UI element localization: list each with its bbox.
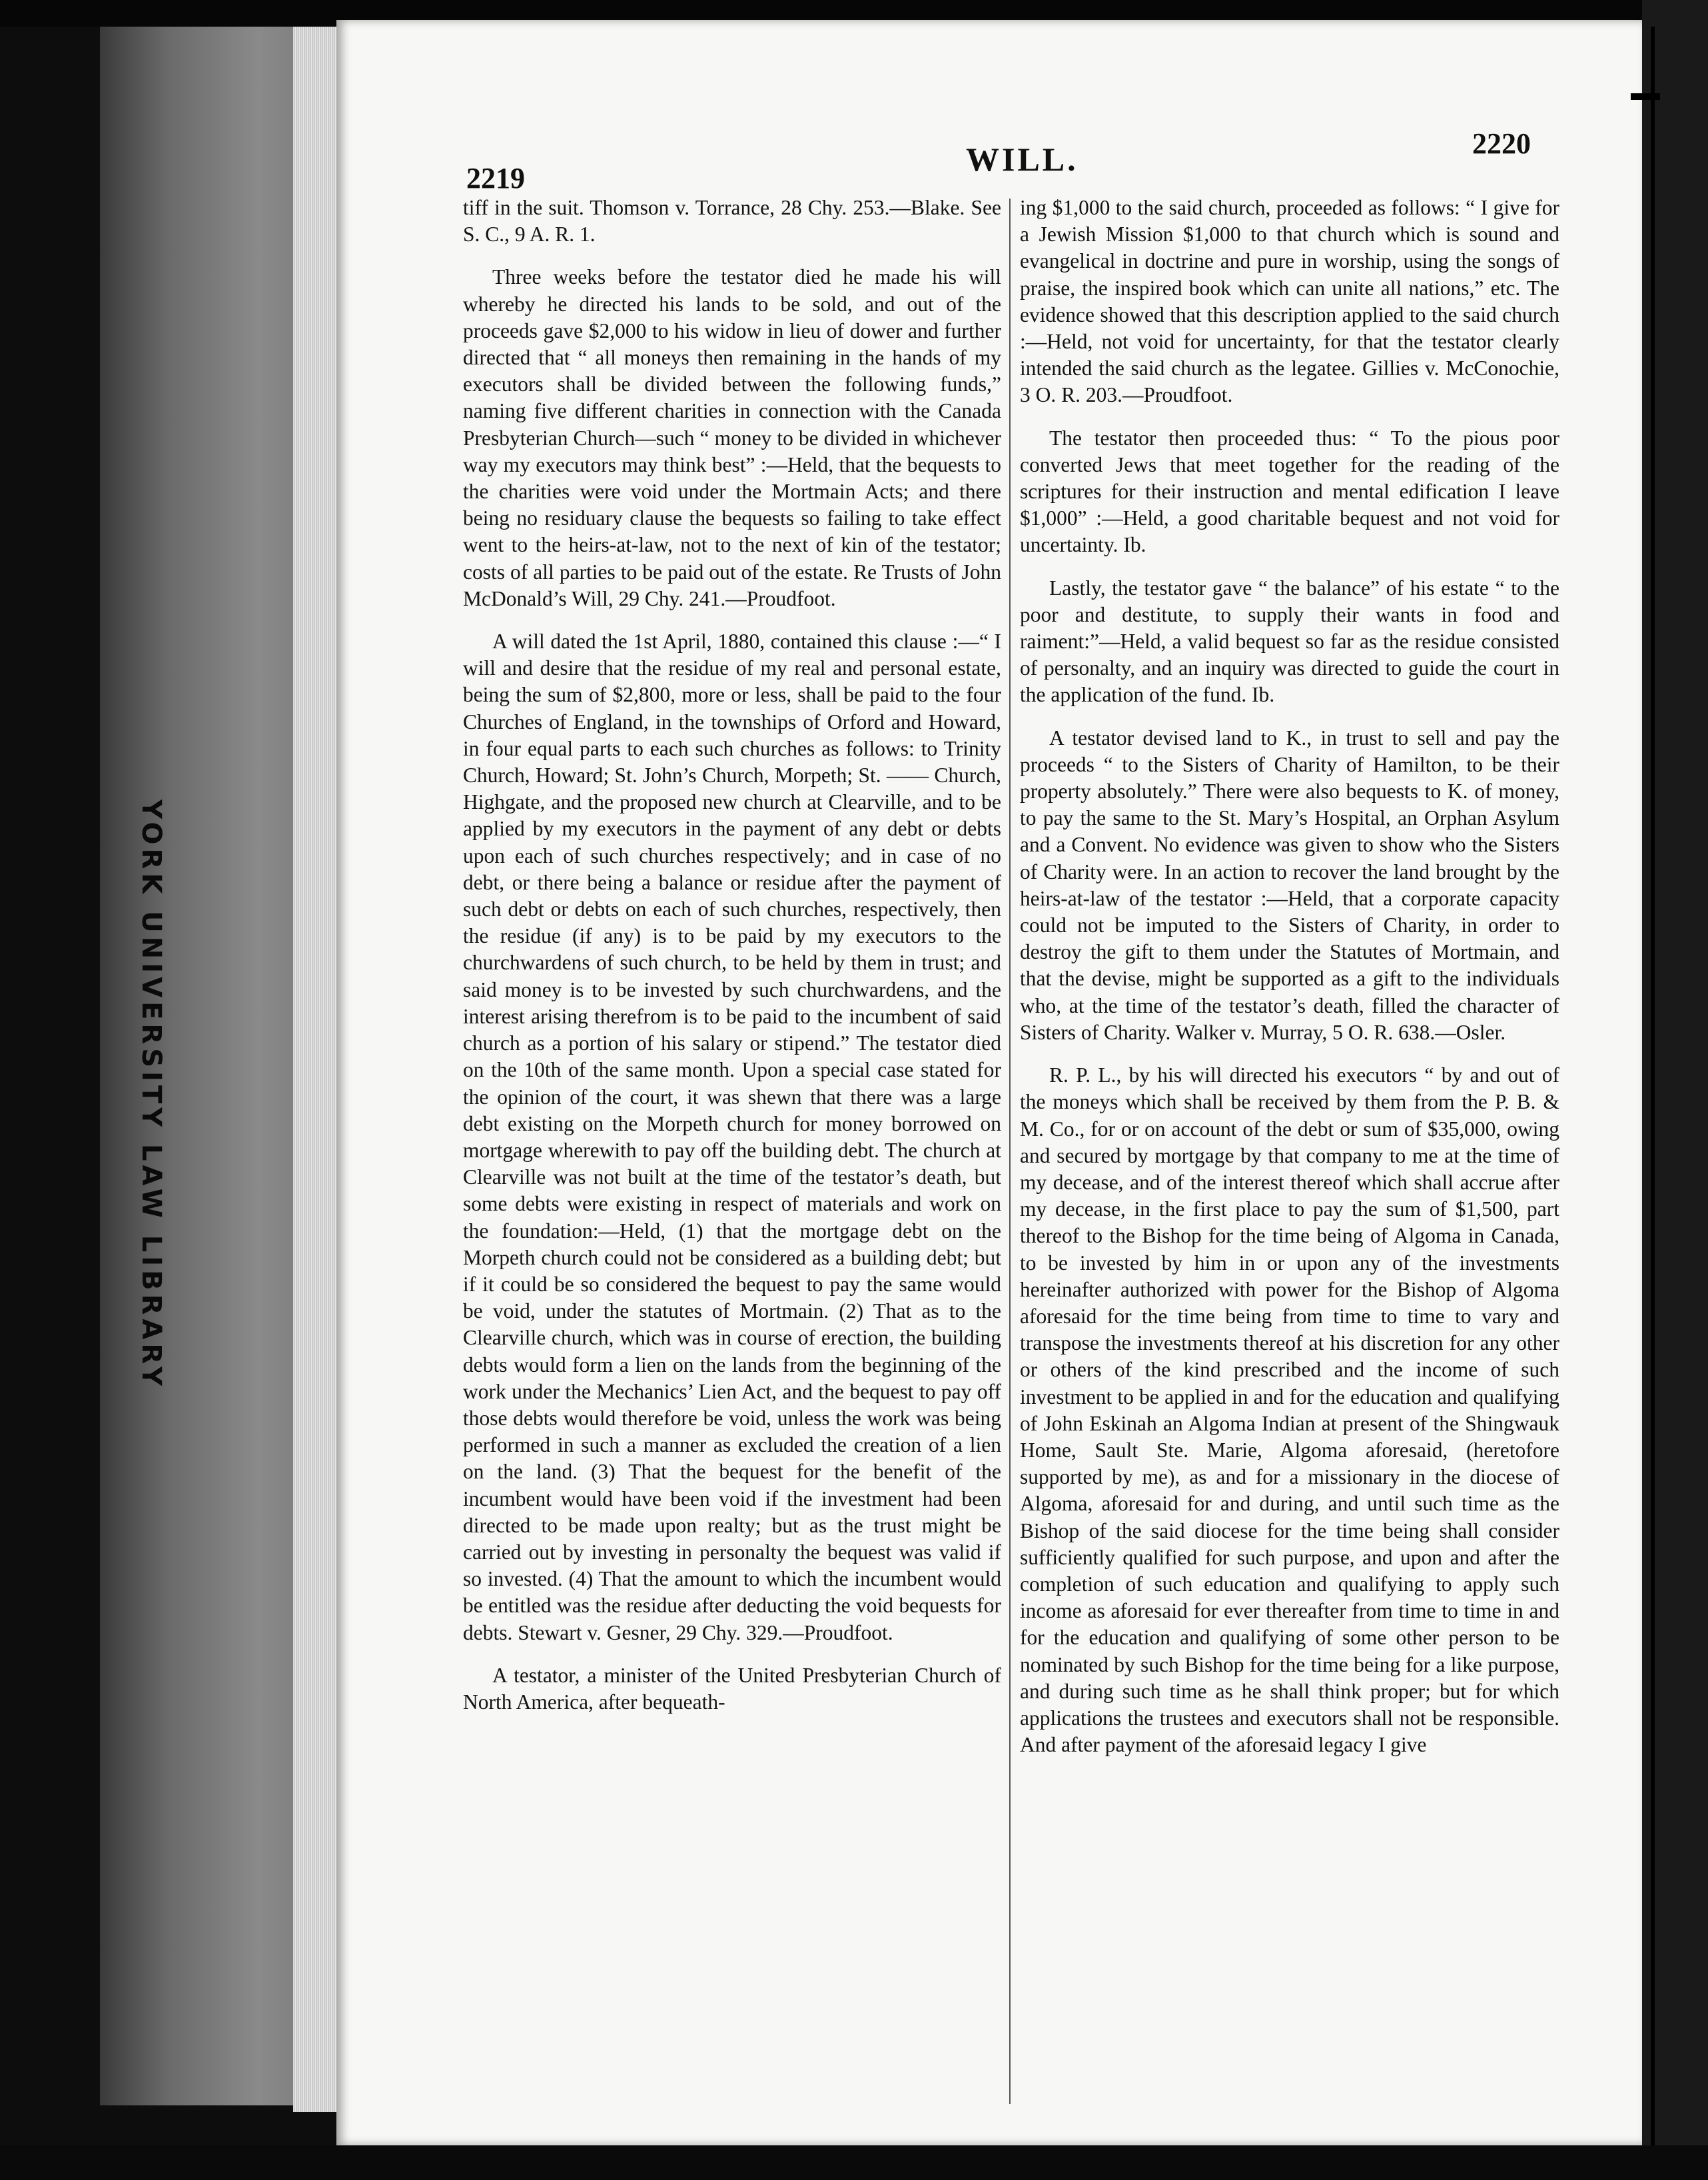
paragraph: A will dated the 1st April, 1880, contained this clause :—“ I will and desire that the residue of my real and personal estate, being the sum of $2,800, more or less, shall be paid to the four Churches of England, in the townships of Orford and Howard, in four equal parts to each such churches as follows: to Trinity Church, Howard; St. John’s Church, Morpeth; St. —— Church, Highgate, and the proposed new church at Clearville, and to be applied by my executors in the payment of any debt or debts upon each of such churches respectively; and in case of no debt, or there being a balance or residue after the payment of such debt or debts on each of such churches, respectively, then the residue (if any) is to be paid by my executors to the churchwardens of such church, to be held by them in trust; and said money is to be invested by such churchwardens, and the interest arising therefrom is to be paid to the incumbent of said church as a portion of his salary or stipend.” The testator died on the 10th of the same month. Upon a special case stated for the opinion of the court, it was shewn that there was a large debt existing on the Morpeth church for money borrowed on mortgage wherewith to pay off the building debt. The church at Clearville was not built at the time of the testator’s death, but some debts were existing in respect of materials and work on the foundation:—Held, (1) that the mortgage debt on the Morpeth church could not be considered as a building debt; but if it could be so considered the bequest to pay the same would be void, under the statutes of Mortmain. (2) That as to the Clearville church, which was in course of erection, the building debts would form a lien on the lands from the beginning of the work under the Mechanics’ Lien Act, and the bequest to pay off those debts would therefore be void, unless the work was being performed in such a manner as excluded the creation of a lien on the land. (3) That the bequest for the benefit of the incumbent would have been void if the investment had been directed to be made upon realty; but as the trust might be carried out by investing in personalty the bequest was valid if so invested. (4) That the amount to which the incumbent would be entitled was the residue after deducting the void bequests for debts. Stewart v. Gesner, 29 Chy. 329.—Proudfoot.	[463, 630, 1001, 1644]
paragraph: A testator, a minister of the United Presbyterian Church of North America, after bequeath-	[463, 1663, 1001, 1714]
paragraph: A testator devised land to K., in trust to sell and pay the proceeds “ to the Sisters of Charity of Hamilton, to be their property absolutely.” There were also bequests to K. of money, to pay the same to the St. Mary’s Hospital, an Orphan Asylum and a Convent. No evidence was given to show who the Sisters of Charity were. In an action to recover the land brought by the heirs-at-law of the testator :—Held, that a corporate capacity could not be imputed to the Sisters of Charity, in order to destroy the gift to them under the Statutes of Mortmain, and that the devise, might be supported as a gift to the individuals who, at the time of the testator’s death, filled the character of Sisters of Charity. Walker v. Murray, 5 O. R. 638.—Osler.	[1020, 726, 1559, 1044]
paragraph: The testator then proceeded thus: “ To the pious poor converted Jews that meet together for the reading of the scriptures for their instruction and mental edification I leave $1,000” :—Held, a good charitable bequest and not void for uncertainty. Ib.	[1020, 426, 1559, 557]
page-number-left: 2219	[466, 162, 525, 195]
paragraph: ing $1,000 to the said church, proceeded as follows: “ I give for a Jewish Mission $1,000 to that church which is sound and evangelical in doctrine and pure in worship, using the songs of praise, the inspired book which can unite all nations,” etc. The evidence showed that this description applied to the said church :—Held, not void for uncertainty, for that the testator clearly intended the said church as the legatee. Gillies v. McConochie, 3 O. R. 203.—Proudfoot.	[1020, 196, 1559, 407]
spine-label: YORK UNIVERSITY LAW LIBRARY	[136, 800, 167, 1390]
scan-right-line	[1651, 27, 1655, 2159]
column-divider	[1009, 199, 1011, 2104]
book-page	[336, 20, 1642, 2145]
right-column	[1020, 195, 1559, 1774]
left-column	[463, 195, 1001, 1732]
page-header	[336, 127, 1642, 195]
scan-right-tick	[1631, 93, 1660, 100]
paragraph: Lastly, the testator gave “ the balance” of his estate “ to the poor and destitute, to supply their wants in food and raiment:”—Held, a valid bequest so far as the residue consisted of personalty, and an inquiry was directed to guide the court in the application of the fund. Ib.	[1020, 576, 1559, 707]
scan-bottom-border	[0, 2145, 1708, 2180]
paragraph: R. P. L., by his will directed his executors “ by and out of the moneys which shall be received by them from the P. B. & M. Co., for or on account of the debt or sum of $35,000, owing and secured by mortgage by that company to me at the time of my decease, and of the interest thereof which shall accrue after my decease, in the first place to pay the sum of $1,500, part thereof to the Bishop for the time being of Algoma in Canada, to be invested by him in or upon any of the investments hereinafter authorized with power for the Bishop of Algoma aforesaid for the time being from time to time to vary and transpose the investments thereof at his discretion for any other or others of the kind prescribed and the income of such investment to be applied in and for the education and qualifying of John Eskinah an Algoma Indian at present of the Shingwauk Home, Sault Ste. Marie, Algoma aforesaid, (heretofore supported by me), as and for a missionary in the diocese of Algoma, aforesaid for and during, and until such time as the Bishop of the said diocese for the time being shall consider sufficiently qualified for such purpose, and upon and after the completion of such education and qualifying to apply such income as aforesaid for ever thereafter from time to time in and for the education and qualifying of some other person to be nominated by such Bishop for the time being for a like purpose, and during such time as he shall think proper; but for which applications the trustees and executors shall not be responsible. And after payment of the aforesaid legacy I give	[1020, 1063, 1559, 1757]
paragraph: Three weeks before the testator died he made his will whereby he directed his lands to be sold, and out of the proceeds gave $2,000 to his widow in lieu of dower and further directed that “ all moneys then remaining in the hands of my executors shall be divided between the following funds,” naming five different charities in connection with the Canada Presbyterian Church—such “ money to be divided in whichever way my executors may think best” :—Held, that the bequests to the charities were void under the Mortmain Acts; and there being no residuary clause the bequests so failing to take effect went to the heirs-at-law, not to the next of kin of the testator; costs of all parties to be paid out of the estate. Re Trusts of John McDonald’s Will, 29 Chy. 241.—Proudfoot.	[463, 265, 1001, 610]
running-head: WILL.	[966, 141, 1078, 178]
page-number-right: 2220	[1472, 127, 1531, 160]
page-edges	[293, 27, 340, 2112]
paragraph: tiff in the suit. Thomson v. Torrance, 28 Chy. 253.—Blake. See S. C., 9 A. R. 1.	[463, 196, 1001, 247]
